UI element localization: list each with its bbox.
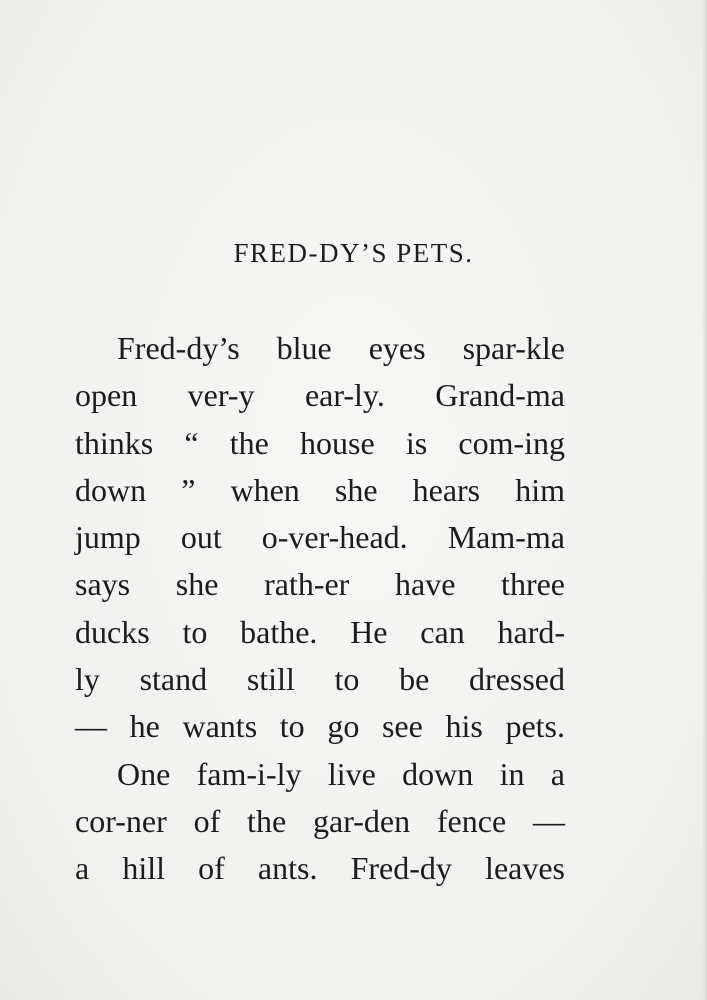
text-line: thinks “ the house is com-ing bbox=[75, 424, 565, 461]
text-line: down ” when she hears him bbox=[75, 471, 565, 508]
text-line: Fred-dy’s blue eyes spar-kle bbox=[117, 330, 565, 366]
text-line: ly stand still to be dressed bbox=[75, 661, 565, 698]
text-line: a hill of ants. Fred-dy leaves bbox=[75, 850, 565, 887]
text-line: — he wants to go see his pets. bbox=[75, 708, 565, 745]
text-line: open ver-y ear-ly. Grand-ma bbox=[75, 377, 565, 414]
text-line: cor-ner of the gar-den fence — bbox=[75, 802, 565, 839]
text-line: ducks to bathe. He can hard- bbox=[75, 613, 565, 650]
body-text bbox=[75, 325, 565, 893]
chapter-title: FRED-DY’S PETS. bbox=[233, 238, 474, 268]
text-line: One fam-i-ly live down in a bbox=[117, 755, 565, 792]
text-line: says she rath-er have three bbox=[75, 566, 565, 603]
page-edge-shadow bbox=[703, 0, 707, 1000]
text-line: jump out o-ver-head. Mam-ma bbox=[75, 519, 565, 556]
